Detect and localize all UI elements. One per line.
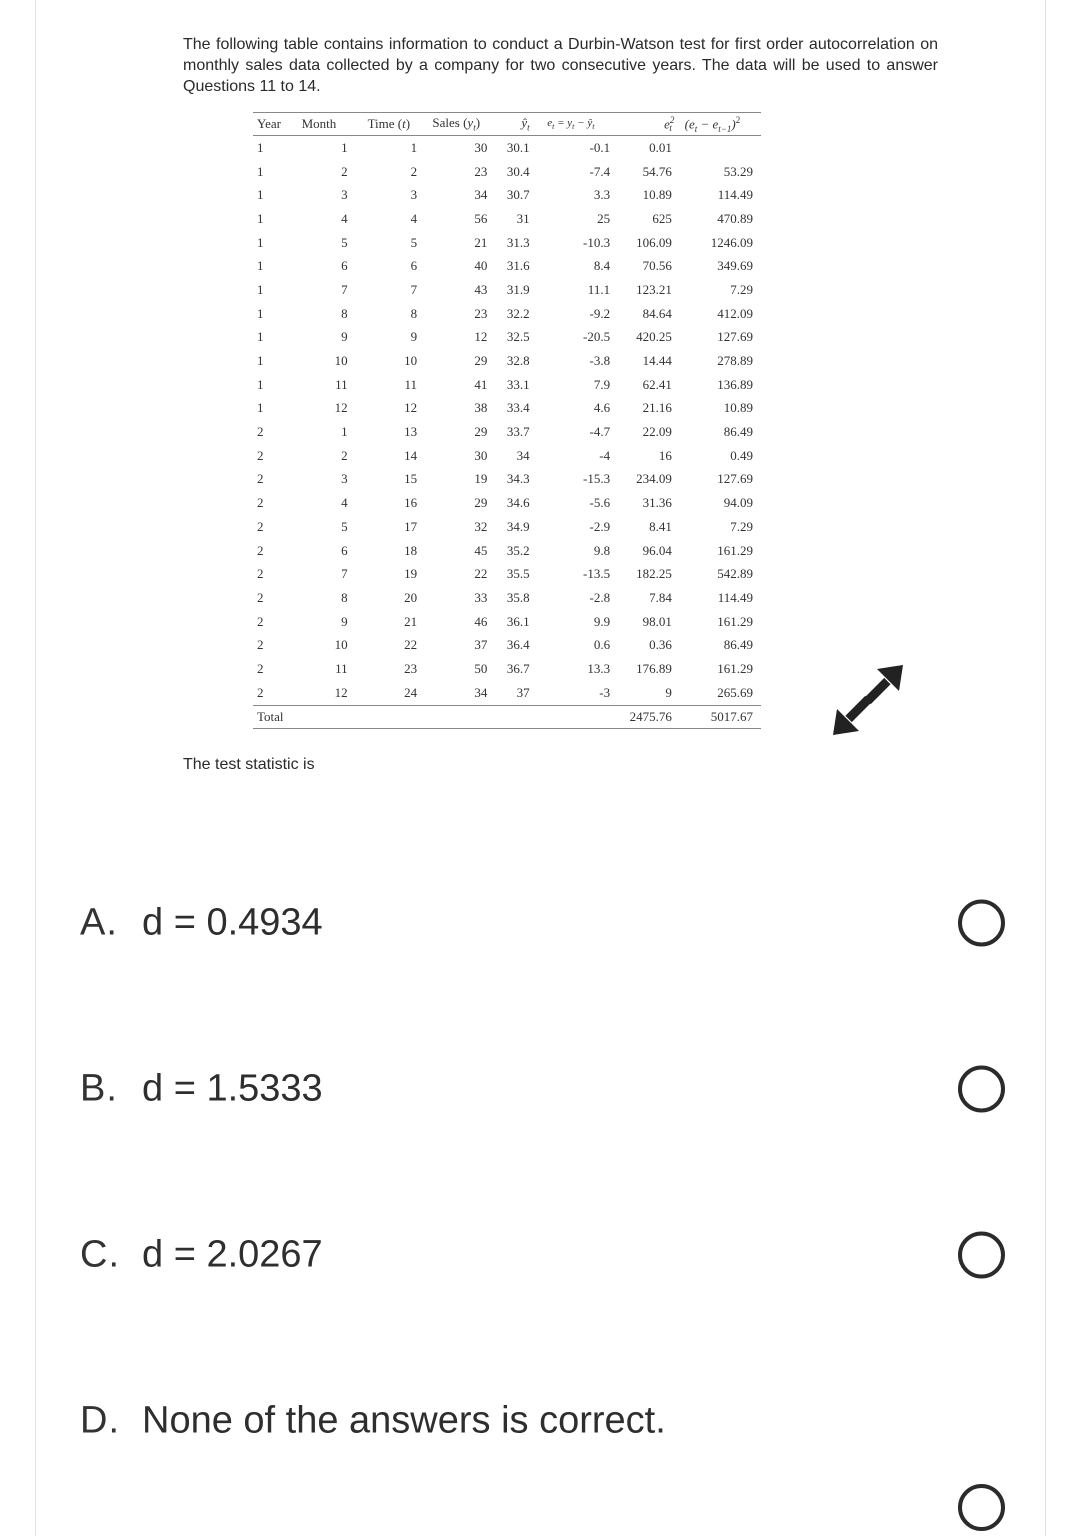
cell-residual-squared: 420.25 — [636, 329, 672, 345]
cell-year: 1 — [257, 281, 264, 297]
cell-residual: 8.4 — [593, 258, 611, 274]
cell-sales: 37 — [474, 637, 488, 653]
header-month: Month — [290, 113, 360, 136]
cell-month: 9 — [341, 329, 348, 345]
expand-icon[interactable] — [833, 665, 903, 735]
table-row — [253, 610, 761, 634]
cell-month: 8 — [341, 305, 348, 321]
cell-sales: 12 — [474, 329, 488, 345]
test-statistic-prompt: The test statistic is — [183, 756, 315, 773]
cell-month: 10 — [334, 353, 348, 369]
cell-residual-diff-squared: 86.49 — [723, 424, 753, 440]
cell-month: 1 — [341, 424, 348, 440]
cell-year: 1 — [257, 187, 264, 203]
option-text: d = 1.5333 — [142, 1067, 323, 1110]
cell-residual-diff-squared: 10.89 — [723, 400, 753, 416]
cell-residual-diff-squared: 94.09 — [723, 495, 753, 511]
header-yhat: $ŷ_t$ — [491, 113, 531, 136]
cell-residual-diff-squared: 161.29 — [717, 613, 753, 629]
cell-month: 1 — [341, 139, 348, 155]
cell-residual-diff-squared: 349.69 — [717, 258, 753, 274]
frame-left-border — [35, 0, 36, 1536]
cell-residual: -15.3 — [582, 471, 611, 487]
cell-time: 11 — [404, 376, 418, 392]
cell-residual-squared: 21.16 — [642, 400, 672, 416]
cell-residual: 0.6 — [593, 637, 611, 653]
table-row — [253, 491, 761, 515]
cell-yhat: 32.8 — [506, 353, 530, 369]
cell-time: 12 — [404, 400, 418, 416]
cell-residual: -13.5 — [582, 566, 611, 582]
cell-residual-squared: 176.89 — [636, 660, 672, 676]
cell-month: 12 — [334, 400, 348, 416]
option-letter: C. — [80, 1233, 120, 1276]
cell-yhat: 33.4 — [506, 400, 530, 416]
total-residual-diff-squared: 5017.67 — [672, 705, 761, 728]
cell-month: 5 — [341, 234, 348, 250]
cell-sales: 46 — [474, 613, 488, 629]
header-time: Time (t) — [361, 113, 425, 136]
table-row — [253, 278, 761, 302]
cell-yhat: 34.3 — [506, 471, 530, 487]
cell-month: 3 — [341, 187, 348, 203]
option-d[interactable] — [80, 1386, 1005, 1456]
cell-residual: 11.1 — [587, 281, 611, 297]
cell-residual-squared: 70.56 — [642, 258, 672, 274]
cell-month: 2 — [341, 447, 348, 463]
cell-yhat: 34 — [516, 447, 530, 463]
cell-residual: -5.6 — [589, 495, 611, 511]
cell-sales: 50 — [474, 660, 488, 676]
frame-right-border — [1045, 0, 1046, 1536]
cell-residual-diff-squared: 127.69 — [717, 329, 753, 345]
cell-sales: 30 — [474, 139, 488, 155]
cell-time: 15 — [404, 471, 418, 487]
cell-time: 4 — [410, 210, 418, 226]
cell-sales: 29 — [474, 495, 488, 511]
option-letter: B. — [80, 1067, 118, 1110]
cell-year: 2 — [257, 495, 264, 511]
option-c[interactable] — [80, 1220, 1005, 1290]
cell-residual-diff-squared: 265.69 — [717, 684, 753, 700]
cell-residual-squared: 625 — [652, 210, 672, 226]
cell-residual-squared: 123.21 — [636, 281, 672, 297]
cell-year: 1 — [257, 139, 264, 155]
cell-residual: 25 — [597, 210, 611, 226]
cell-year: 2 — [257, 637, 264, 653]
cell-time: 8 — [410, 305, 418, 321]
cell-year: 1 — [257, 329, 264, 345]
cell-time: 24 — [404, 684, 418, 700]
cell-residual-squared: 0.36 — [649, 637, 672, 653]
cell-sales: 23 — [474, 305, 488, 321]
cell-residual: -9.2 — [589, 305, 611, 321]
cell-residual-squared: 14.44 — [642, 353, 672, 369]
cell-time: 7 — [410, 281, 418, 297]
table-row — [253, 254, 761, 278]
cell-year: 2 — [257, 424, 264, 440]
question-intro: The following table contains information to conduct a Durbin-Watson test for first order autocorrelation on monthly sales data collected by a company for two consecutive years. The data will be used to answer Questions 11 to 14. — [183, 36, 938, 95]
table-total-row — [253, 705, 761, 728]
table-row — [253, 681, 761, 705]
cell-year: 1 — [257, 376, 264, 392]
cell-month: 3 — [341, 471, 348, 487]
table-row — [253, 231, 761, 255]
cell-residual-squared: 106.09 — [636, 234, 672, 250]
cell-yhat: 33.7 — [506, 424, 530, 440]
radio-circle-icon[interactable] — [958, 1484, 1005, 1531]
cell-sales: 40 — [474, 258, 488, 274]
cell-time: 20 — [404, 589, 418, 605]
cell-residual-squared: 182.25 — [636, 566, 672, 582]
cell-residual-squared: 98.01 — [642, 613, 672, 629]
header-sales: Sales $(y_t)$ — [425, 113, 491, 136]
cell-sales: 34 — [474, 684, 488, 700]
cell-residual-diff-squared: 7.29 — [730, 281, 753, 297]
cell-year: 2 — [257, 684, 264, 700]
cell-year: 1 — [257, 210, 264, 226]
cell-residual-squared: 234.09 — [636, 471, 672, 487]
cell-month: 6 — [341, 258, 348, 274]
table-row — [253, 326, 761, 350]
cell-residual: 7.9 — [593, 376, 611, 392]
cell-sales: 21 — [474, 234, 488, 250]
cell-time: 9 — [410, 329, 418, 345]
cell-time: 3 — [410, 187, 418, 203]
cell-time: 2 — [410, 163, 418, 179]
cell-residual: -4 — [599, 447, 611, 463]
table-row — [253, 444, 761, 468]
cell-sales: 45 — [474, 542, 488, 558]
cell-residual: 9.8 — [593, 542, 611, 558]
cell-residual-squared: 10.89 — [642, 187, 672, 203]
table-row — [253, 349, 761, 373]
cell-yhat: 30.1 — [506, 139, 530, 155]
cell-month: 4 — [341, 495, 348, 511]
cell-residual-squared: 54.76 — [642, 163, 672, 179]
cell-residual-diff-squared: 161.29 — [717, 660, 753, 676]
cell-sales: 22 — [474, 566, 488, 582]
cell-month: 4 — [341, 210, 348, 226]
option-text: d = 0.4934 — [142, 901, 323, 944]
cell-yhat: 30.4 — [506, 163, 530, 179]
cell-month: 8 — [341, 589, 348, 605]
cell-residual: -10.3 — [582, 234, 611, 250]
cell-yhat: 36.4 — [506, 637, 530, 653]
cell-time: 16 — [404, 495, 418, 511]
cell-month: 5 — [341, 518, 348, 534]
cell-time: 17 — [404, 518, 418, 534]
cell-sales: 41 — [474, 376, 488, 392]
cell-residual-squared: 22.09 — [642, 424, 672, 440]
option-letter: A. — [80, 901, 118, 944]
cell-year: 2 — [257, 589, 264, 605]
cell-residual-squared: 7.84 — [649, 589, 672, 605]
cell-residual-diff-squared: 114.49 — [717, 187, 753, 203]
table-row — [253, 397, 761, 421]
table-body — [253, 136, 761, 706]
table-row — [253, 302, 761, 326]
cell-yhat: 33.1 — [506, 376, 530, 392]
cell-yhat: 35.5 — [506, 566, 530, 582]
cell-residual-squared: 0.01 — [649, 139, 672, 155]
cell-time: 10 — [404, 353, 418, 369]
option-text: None of the answers is correct. — [142, 1399, 666, 1442]
cell-residual: 4.6 — [593, 400, 611, 416]
cell-sales: 34 — [474, 187, 488, 203]
cell-residual-diff-squared — [672, 136, 761, 160]
cell-residual-diff-squared: 278.89 — [717, 353, 753, 369]
cell-month: 11 — [335, 376, 348, 392]
cell-sales: 29 — [474, 353, 488, 369]
cell-residual: 9.9 — [593, 613, 611, 629]
cell-month: 11 — [335, 660, 348, 676]
cell-month: 6 — [341, 542, 348, 558]
option-b[interactable] — [80, 1054, 1005, 1124]
cell-yhat: 34.9 — [506, 518, 530, 534]
header-residual-squared: $e^2_t$ — [610, 113, 672, 136]
cell-time: 23 — [404, 660, 418, 676]
table-header-row — [253, 113, 761, 136]
cell-residual-squared: 16 — [658, 447, 672, 463]
cell-residual-diff-squared: 86.49 — [723, 637, 753, 653]
cell-sales: 43 — [474, 281, 488, 297]
cell-residual-diff-squared: 542.89 — [717, 566, 753, 582]
radio-circle-icon[interactable] — [958, 1232, 1005, 1279]
option-text: d = 2.0267 — [142, 1233, 323, 1276]
table-row — [253, 420, 761, 444]
cell-yhat: 31.3 — [506, 234, 530, 250]
cell-residual: -2.9 — [589, 518, 611, 534]
cell-time: 5 — [410, 234, 418, 250]
cell-month: 2 — [341, 163, 348, 179]
table-row — [253, 562, 761, 586]
cell-year: 2 — [257, 660, 264, 676]
cell-time: 13 — [404, 424, 418, 440]
cell-sales: 30 — [474, 447, 488, 463]
table-row — [253, 468, 761, 492]
table-row — [253, 373, 761, 397]
cell-yhat: 37 — [516, 684, 530, 700]
cell-residual-diff-squared: 161.29 — [717, 542, 753, 558]
cell-month: 7 — [341, 566, 348, 582]
cell-residual-diff-squared: 127.69 — [717, 471, 753, 487]
header-residual: $e_t = y_t$ − $ŷ_t$ — [532, 113, 610, 136]
cell-residual: -3.8 — [589, 353, 611, 369]
cell-yhat: 31.9 — [506, 281, 530, 297]
cell-residual-diff-squared: 470.89 — [717, 210, 753, 226]
cell-time: 1 — [410, 139, 418, 155]
cell-residual: -20.5 — [582, 329, 611, 345]
cell-yhat: 35.8 — [506, 589, 530, 605]
header-residual-diff-squared: $(e_t - e_{t-1})^2$ — [672, 113, 761, 136]
option-letter: D. — [80, 1399, 120, 1442]
option-a[interactable] — [80, 888, 1005, 958]
cell-year: 2 — [257, 518, 264, 534]
cell-month: 12 — [334, 684, 348, 700]
cell-yhat: 34.6 — [506, 495, 530, 511]
cell-yhat: 31.6 — [506, 258, 530, 274]
cell-yhat: 32.5 — [506, 329, 530, 345]
cell-time: 22 — [404, 637, 418, 653]
cell-yhat: 32.2 — [506, 305, 530, 321]
table-row — [253, 160, 761, 184]
cell-sales: 23 — [474, 163, 488, 179]
cell-year: 2 — [257, 613, 264, 629]
cell-residual: -4.7 — [589, 424, 611, 440]
cell-sales: 38 — [474, 400, 488, 416]
cell-residual: -3 — [599, 684, 611, 700]
cell-residual-squared: 96.04 — [642, 542, 672, 558]
radio-circle-icon[interactable] — [958, 900, 1005, 947]
cell-sales: 19 — [474, 471, 488, 487]
cell-yhat: 35.2 — [506, 542, 530, 558]
table-row — [253, 633, 761, 657]
cell-yhat: 36.1 — [506, 613, 530, 629]
cell-residual-squared: 62.41 — [642, 376, 672, 392]
cell-yhat: 30.7 — [506, 187, 530, 203]
cell-time: 6 — [410, 258, 418, 274]
cell-year: 1 — [257, 234, 264, 250]
cell-year: 2 — [257, 471, 264, 487]
cell-sales: 29 — [474, 424, 488, 440]
cell-year: 1 — [257, 353, 264, 369]
cell-year: 2 — [257, 542, 264, 558]
cell-residual-diff-squared: 412.09 — [717, 305, 753, 321]
cell-year: 1 — [257, 400, 264, 416]
cell-time: 21 — [404, 613, 418, 629]
cell-year: 2 — [257, 447, 264, 463]
radio-circle-icon[interactable] — [958, 1066, 1005, 1113]
table-row — [253, 515, 761, 539]
cell-year: 1 — [257, 305, 264, 321]
cell-residual-diff-squared: 53.29 — [723, 163, 753, 179]
cell-month: 10 — [334, 637, 348, 653]
cell-time: 19 — [404, 566, 418, 582]
cell-residual-diff-squared: 1246.09 — [710, 234, 753, 250]
cell-residual-squared: 9 — [665, 684, 672, 700]
cell-month: 7 — [341, 281, 348, 297]
cell-residual-diff-squared: 7.29 — [730, 518, 753, 534]
total-label: Total — [253, 705, 290, 728]
cell-time: 18 — [404, 542, 418, 558]
cell-residual: 3.3 — [593, 187, 611, 203]
table-row — [253, 539, 761, 563]
cell-residual-diff-squared: 114.49 — [717, 589, 753, 605]
cell-residual-squared: 8.41 — [649, 518, 672, 534]
cell-year: 1 — [257, 258, 264, 274]
header-year: Year — [253, 113, 290, 136]
cell-time: 14 — [404, 447, 418, 463]
cell-residual-diff-squared: 0.49 — [730, 447, 753, 463]
cell-sales: 32 — [474, 518, 488, 534]
cell-residual: 13.3 — [587, 660, 611, 676]
cell-yhat: 31 — [516, 210, 530, 226]
cell-year: 1 — [257, 163, 264, 179]
cell-residual: -2.8 — [589, 589, 611, 605]
table-row — [253, 183, 761, 207]
table-row — [253, 136, 761, 160]
total-residual-squared: 2475.76 — [610, 705, 672, 728]
cell-sales: 56 — [474, 210, 488, 226]
cell-residual-squared: 31.36 — [642, 495, 672, 511]
cell-residual: -7.4 — [589, 163, 611, 179]
table-row — [253, 207, 761, 231]
cell-residual-diff-squared: 136.89 — [717, 376, 753, 392]
durbin-watson-table — [253, 112, 761, 729]
cell-year: 2 — [257, 566, 264, 582]
cell-yhat: 36.7 — [506, 660, 530, 676]
cell-sales: 33 — [474, 589, 488, 605]
cell-residual: -0.1 — [589, 139, 611, 155]
table-row — [253, 657, 761, 681]
cell-residual-squared: 84.64 — [642, 305, 672, 321]
table-row — [253, 586, 761, 610]
cell-month: 9 — [341, 613, 348, 629]
